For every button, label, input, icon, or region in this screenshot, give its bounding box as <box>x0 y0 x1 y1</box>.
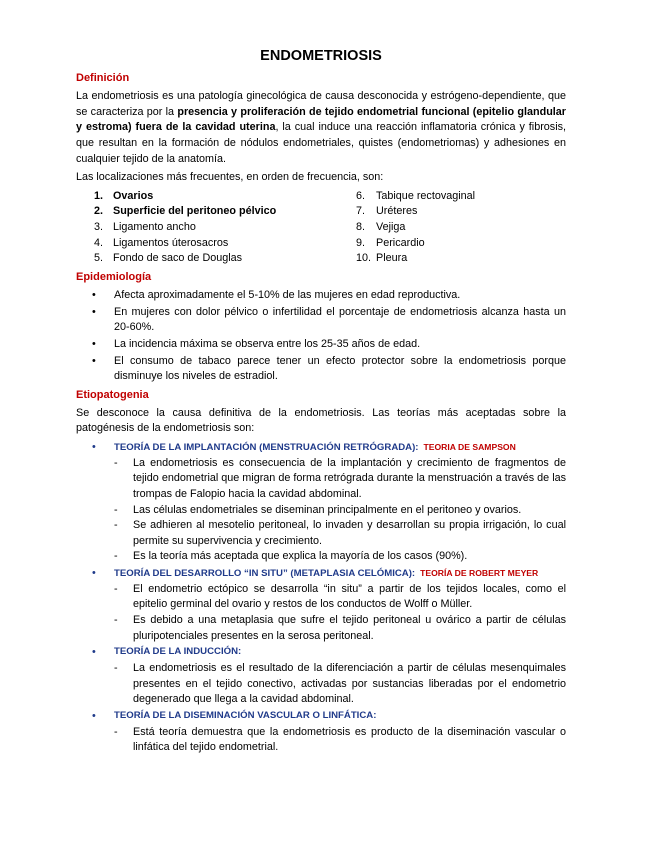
theory-diseminacion <box>76 709 566 756</box>
list-item: - Está teoría demuestra que la endometriosis es producto de la diseminación vascular o linfática del tejido endometrial. <box>114 725 566 754</box>
theory-implantacion <box>76 440 566 565</box>
list-item: 3. Ligamento ancho <box>94 221 196 234</box>
definition-text-start: La endometriosis es una patología ginecológica de causa desconocida y estrógeno-dependiente, que se caracteriza por la <box>76 89 566 118</box>
list-item: 10. Pleura <box>356 252 408 265</box>
list-item: • En mujeres con dolor pélvico o infertilidad el porcentaje de endometriosis alcanza hasta un 20-60%. <box>76 305 566 336</box>
theory-author: TEORIA DE SAMPSON <box>423 442 516 452</box>
theory-title: TEORÍA DEL DESARROLLO “IN SITU” (METAPLASIA CELÓMICA): <box>114 568 416 580</box>
theory-title: TEORÍA DE LA INDUCCIÓN: <box>114 646 242 658</box>
document-page <box>76 46 566 756</box>
theory-author: TEORÍA DE ROBERT MEYER <box>420 568 539 579</box>
bullet-icon: • <box>92 288 96 301</box>
list-item: 9. Pericardio <box>356 236 425 249</box>
list-item: - La endometriosis es consecuencia de la implantación y crecimiento de fragmentos de tejido endometrial que migran de forma retrógrada durante la menstruación a través de las trompas de Falopio hacia la cavidad abdominal. <box>114 456 566 500</box>
document-title: ENDOMETRIOSIS <box>260 48 382 64</box>
theory-in-situ <box>76 566 566 644</box>
list-item: • El consumo de tabaco parece tener un efecto protector sobre la endometriosis porque disminuye los niveles de estradiol. <box>76 354 566 385</box>
list-item: 6. Tabique rectovaginal <box>356 189 476 202</box>
localizaciones-list <box>76 189 566 267</box>
bullet-icon: • <box>92 337 96 350</box>
list-item: - La endometriosis es el resultado de la diferenciación a partir de células mesenquimales presentes en el tejido conectivo, activadas por sustancias liberadas por el endometrio degenerado que llega a la cavidad abdominal. <box>114 661 566 706</box>
list-item: 5. Fondo de saco de Douglas <box>94 252 243 265</box>
bullet-icon: • <box>92 567 96 580</box>
epidemiologia-list <box>76 288 566 385</box>
localizaciones-intro: Las localizaciones más frecuentes, en orden de frecuencia, son: <box>76 171 384 184</box>
list-item: 8. Vejiga <box>356 221 406 234</box>
definition-text-end: , la cual induce una reacción inflamatoria crónica y fibrosis, que resultan en la formación de nódulos endometriales, quistes (endometriomas) y adhesiones en cualquier tejido de la anatomía. <box>76 121 566 165</box>
list-item: - El endometrio ectópico se desarrolla “in situ” a partir de los tejidos locales, como el epitelio germinal del ovario y restos de los conductos de Wolff o Müller. <box>114 582 566 611</box>
definition-paragraph <box>76 89 566 167</box>
theory-title: TEORÍA DE LA IMPLANTACIÓN (MENSTRUACIÓN RETRÓGRADA): <box>114 442 419 453</box>
list-item: - Es la teoría más aceptada que explica la mayoría de los casos (90%). <box>114 550 468 563</box>
list-item: - Es debido a una metaplasia que sufre el tejido peritoneal u ovárico a partir de células pluripotenciales presentes en la serosa peritoneal. <box>114 614 566 642</box>
localizaciones-col-1 <box>76 189 356 267</box>
section-heading-etiopatogenia: Etiopatogenia <box>76 388 149 401</box>
list-item: 2. Superficie del peritoneo pélvico <box>94 205 277 218</box>
theory-title: TEORÍA DE LA DISEMINACIÓN VASCULAR O LINFÁTICA: <box>114 709 377 721</box>
bullet-icon: • <box>92 354 96 367</box>
list-item: 4. Ligamentos úterosacros <box>94 236 229 249</box>
section-heading-epidemiologia: Epidemiología <box>76 271 152 283</box>
bullet-icon: • <box>92 441 96 453</box>
list-item: 7. Uréteres <box>356 205 418 218</box>
bullet-icon: • <box>92 646 96 659</box>
list-item: • La incidencia máxima se observa entre los 25-35 años de edad. <box>76 337 566 353</box>
bullet-icon: • <box>92 305 96 318</box>
list-item: - Las células endometriales se diseminan principalmente en el peritoneo y ovarios. <box>114 503 522 516</box>
list-item: - Se adhieren al mesotelio peritoneal, lo invaden y desarrollan su propia irrigación, lo cual permite su supervivencia y crecimiento. <box>114 519 566 547</box>
list-item: • Afecta aproximadamente el 5-10% de las mujeres en edad reproductiva. <box>76 288 566 304</box>
theory-induccion <box>76 645 566 708</box>
localizaciones-col-2 <box>356 189 475 267</box>
bullet-icon: • <box>92 709 96 722</box>
section-heading-definicion: Definición <box>76 72 130 85</box>
list-item: 1. Ovarios <box>94 189 154 202</box>
etiopatogenia-intro: Se desconoce la causa definitiva de la endometriosis. Las teorías más aceptadas sobre la patogénesis de la endometriosis son: <box>76 406 566 435</box>
definition-text-bold: presencia y proliferación de tejido endometrial funcional (epitelio glandular y estroma) fuera de la cavidad uterina <box>76 105 566 134</box>
